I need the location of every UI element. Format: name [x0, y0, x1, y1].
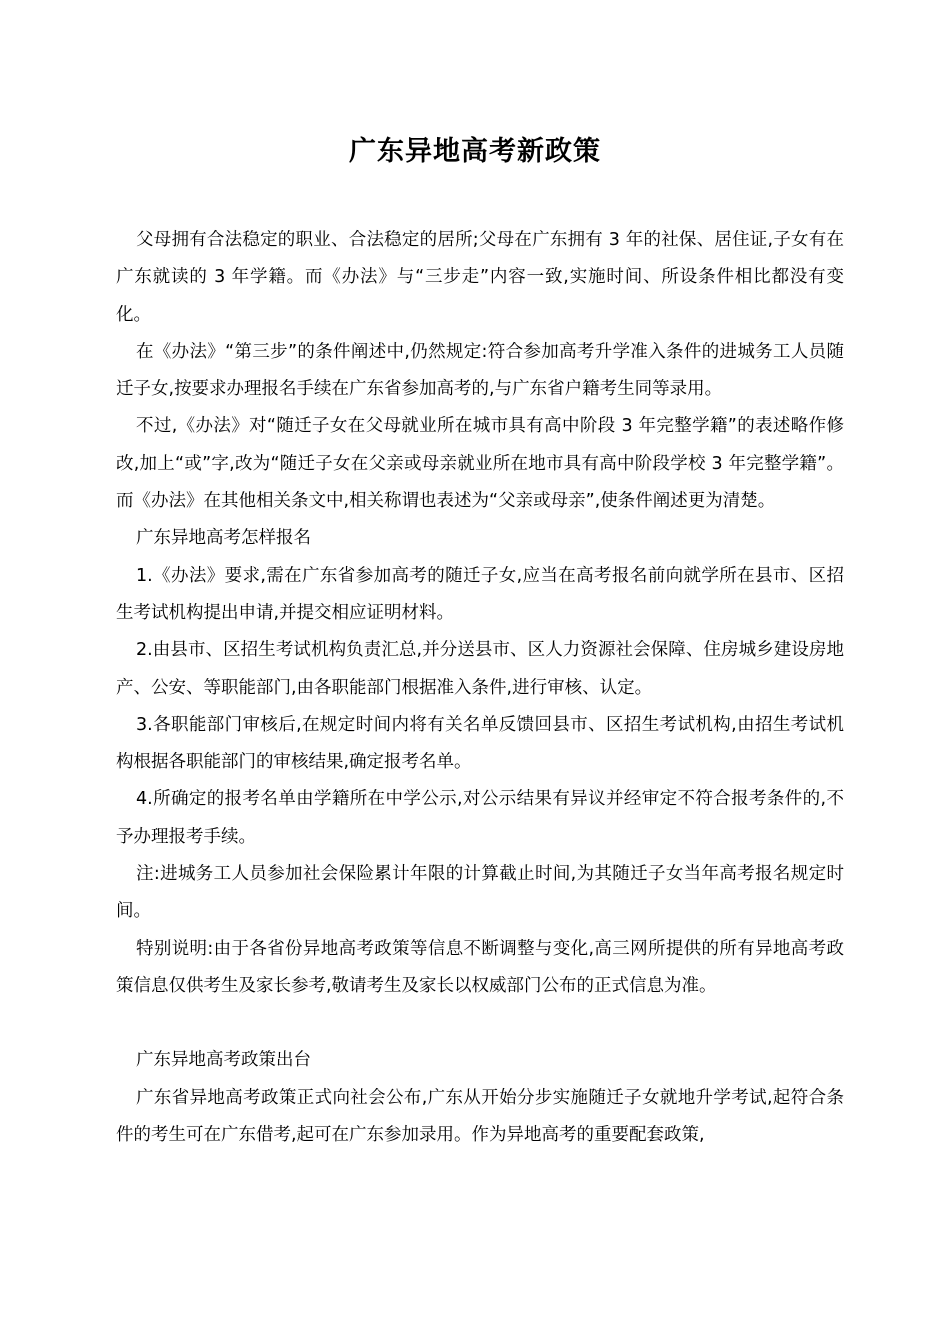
- document-body: [116, 222, 844, 1154]
- paragraph-step-three: 在《办法》“第三步”的条件阐述中,仍然规定:符合参加高考升学准入条件的进城务工人员随迁子女,按要求办理报名手续在广东省参加高考的,与广东省户籍考生同等录用。: [116, 341, 844, 400]
- list-item-2: 2.由县市、区招生考试机构负责汇总,并分送县市、区人力资源社会保障、住房城乡建设房地产、公安、等职能部门,由各职能部门根据准入条件,进行审核、认定。: [116, 640, 844, 698]
- list-item-1: 1.《办法》要求,需在广东省参加高考的随迁子女,应当在高考报名前向就学所在县市、区招生考试机构提出申请,并提交相应证明材料。: [116, 565, 844, 623]
- document-title: 广东异地高考新政策: [349, 136, 601, 167]
- paragraph-note: 注:进城务工人员参加社会保险累计年限的计算截止时间,为其随迁子女当年高考报名规定时间。: [116, 864, 844, 922]
- paragraph-amendment: 不过,《办法》对“随迁子女在父母就业所在城市具有高中阶段 3 年完整学籍”的表述略作修改,加上“或”字,改为“随迁子女在父亲或母亲就业所在地市具有高中阶段学校 3 年完整学籍”。而《办法》在其他相关条文中,相关称谓也表述为“父亲或母亲”,使条件阐述更为清楚。: [116, 416, 844, 512]
- section-heading-policy-release: 广东异地高考政策出台: [136, 1050, 311, 1071]
- list-item-4: 4.所确定的报考名单由学籍所在中学公示,对公示结果有异议并经审定不符合报考条件的,不予办理报考手续。: [116, 789, 844, 847]
- paragraph-policy-release: 广东省异地高考政策正式向社会公布,广东从开始分步实施随迁子女就地升学考试,起符合条件的考生可在广东借考,起可在广东参加录用。作为异地高考的重要配套政策,: [116, 1087, 844, 1145]
- list-item-3: 3.各职能部门审核后,在规定时间内将有关名单反馈回县市、区招生考试机构,由招生考试机构根据各职能部门的审核结果,确定报考名单。: [116, 714, 844, 773]
- paragraph-requirements: 父母拥有合法稳定的职业、合法稳定的居所;父母在广东拥有 3 年的社保、居住证,子女有在广东就读的 3 年学籍。而《办法》与“三步走”内容一致,实施时间、所设条件相比都没有变化。: [116, 230, 844, 325]
- paragraph-disclaimer: 特别说明:由于各省份异地高考政策等信息不断调整与变化,高三网所提供的所有异地高考政策信息仅供考生及家长参考,敬请考生及家长以权威部门公布的正式信息为准。: [116, 938, 844, 996]
- section-heading-registration: 广东异地高考怎样报名: [136, 528, 311, 549]
